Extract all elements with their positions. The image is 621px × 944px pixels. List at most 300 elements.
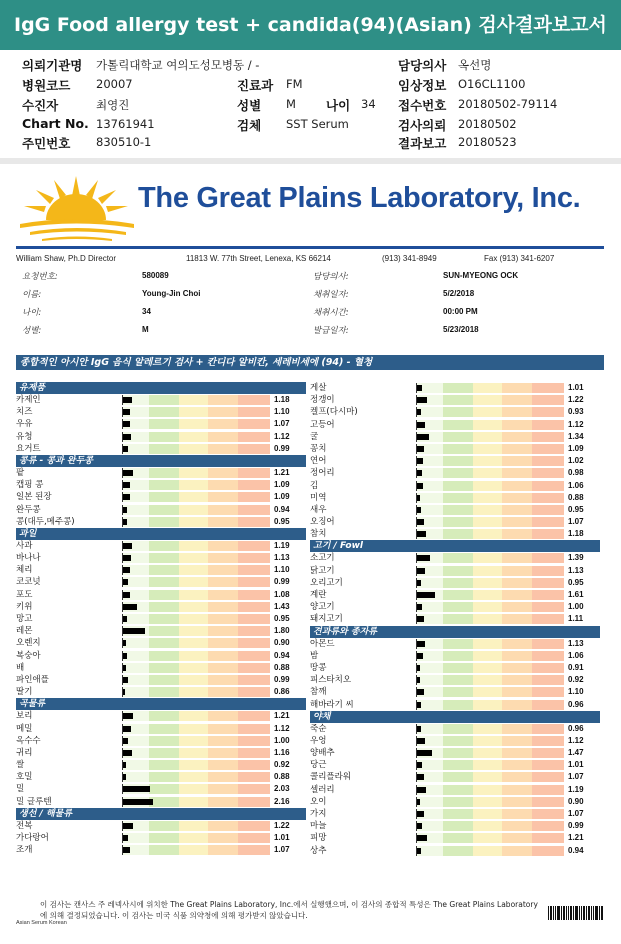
result-value: 1.22 [274,820,290,830]
result-value: 2.03 [274,784,290,794]
patient-key: 나이: [22,308,42,318]
result-bar [123,397,132,403]
result-bar [417,458,423,464]
result-row [16,479,306,491]
result-value: 1.07 [568,517,584,527]
result-value: 1.39 [568,553,584,563]
result-bar [123,750,132,756]
food-name: 참깨 [310,687,327,698]
result-bar [417,726,421,732]
food-name: 고등어 [310,419,335,430]
result-value: 0.95 [568,504,584,514]
result-row [310,431,600,443]
food-name: 팥 [16,467,25,478]
food-name: 돼지고기 [310,614,343,625]
result-scale [122,663,270,673]
result-scale [416,517,564,527]
result-bar [417,787,426,793]
result-row [16,576,306,588]
result-bar [123,592,130,598]
result-value: 0.91 [568,662,584,672]
food-name: 새우 [310,504,327,515]
result-row [310,686,600,698]
result-scale [416,748,564,758]
result-value: 1.07 [274,845,290,855]
result-value: 1.07 [568,772,584,782]
patient-value: Young-Jin Choi [142,289,201,298]
food-name: 밤 [310,650,319,661]
result-row [310,382,600,394]
result-scale [416,420,564,430]
result-scale [416,432,564,442]
field-value: 가톨릭대학교 여의도성모병동 / - [96,58,260,72]
food-name: 사과 [16,540,33,551]
result-value: 0.95 [568,577,584,587]
result-row [16,771,306,783]
food-name: 양고기 [310,602,335,613]
food-name: 캡핑 콩 [16,480,44,491]
result-value: 0.95 [274,516,290,526]
food-name: 호밀 [16,772,33,783]
result-bar [417,483,423,489]
result-row [310,796,600,808]
result-value: 1.02 [568,456,584,466]
result-value: 1.00 [274,735,290,745]
result-value: 0.96 [568,723,584,733]
field-value: 20007 [96,77,133,91]
result-bar [417,835,427,841]
food-name: 피스타치오 [310,675,352,686]
result-value: 1.01 [568,383,584,392]
result-value: 1.00 [568,602,584,612]
result-bar [123,507,127,513]
patient-key: 발급일자: [313,326,349,336]
result-scale [416,602,564,612]
result-bar [417,519,424,525]
food-name: 양배추 [310,748,335,759]
result-row [310,735,600,747]
food-name: 망고 [16,614,33,624]
result-bar [123,494,130,500]
field-label: 검사의뢰 [398,118,447,133]
category-header: 견과류와 종자류 [310,626,600,638]
result-row [310,589,600,601]
result-scale [416,809,564,819]
result-scale [122,821,270,831]
result-bar [123,762,126,768]
field-value: FM [286,77,303,91]
result-bar [417,799,420,805]
field-value: M [286,97,296,111]
result-scale [416,797,564,807]
result-value: 1.01 [568,760,584,770]
result-row [310,638,600,650]
result-value: 1.22 [568,395,584,405]
food-name: 꽁치 [310,443,327,454]
barcode-icon [548,906,604,920]
food-name: 마늘 [310,821,327,832]
food-name: 체리 [16,565,33,576]
food-name: 보리 [16,711,33,722]
result-bar [123,774,126,780]
result-row [310,504,600,516]
result-bar [417,823,422,829]
field-label: 성별 [237,98,262,113]
result-bar [417,689,424,695]
food-name: 당근 [310,760,327,771]
lab-fax: Fax (913) 341-6207 [484,254,555,263]
result-bar [417,677,420,683]
result-scale [122,468,270,478]
result-value: 1.12 [568,735,584,745]
result-row [16,443,306,455]
results-right-column [310,382,600,857]
result-bar [417,665,420,671]
result-row [310,443,600,455]
food-name: 계란 [310,590,327,600]
result-bar [417,616,424,622]
result-bar [123,555,131,561]
result-row [16,686,306,698]
food-name: 배 [16,662,25,673]
result-scale [122,687,270,697]
result-row [16,637,306,649]
result-value: 1.19 [274,540,290,550]
result-row [16,735,306,747]
result-scale [122,590,270,600]
result-row [310,492,600,504]
food-name: 귀리 [16,747,33,758]
result-bar [123,847,130,853]
result-row [16,844,306,856]
food-name: 코코넛 [16,577,41,588]
category-header: 유제품 [16,382,306,394]
result-scale [416,651,564,661]
result-value: 1.07 [274,419,290,429]
result-scale [122,407,270,417]
result-value: 0.94 [568,845,584,855]
category-header: 과일 [16,528,306,540]
result-scale [122,772,270,782]
result-scale [416,578,564,588]
result-scale [122,724,270,734]
result-row [16,406,306,418]
result-scale [416,687,564,697]
result-bar [417,446,424,452]
food-name: 유청 [16,431,33,442]
food-name: 죽순 [310,723,327,734]
result-scale [122,565,270,575]
result-row [16,613,306,625]
result-row [16,650,306,662]
result-bar [123,470,133,476]
result-value: 1.18 [568,529,584,539]
field-label: 검체 [237,118,262,133]
result-row [16,625,306,637]
result-bar [417,531,426,537]
result-scale [416,724,564,734]
food-name: 오징어 [310,517,335,528]
test-subtitle: 종합적인 아시안 IgG 음식 알레르기 검사 + 칸디다 알비칸, 세레비세에 (94) - 혈청 [16,355,604,370]
result-value: 1.18 [274,395,290,404]
patient-value: 34 [142,307,151,316]
result-scale [416,505,564,515]
result-bar [123,446,128,452]
lab-director: William Shaw, Ph.D Director [16,254,117,263]
result-bar [417,495,420,501]
result-value: 1.06 [568,480,584,490]
result-scale [122,492,270,502]
result-bar [417,848,421,854]
field-label: 임상정보 [398,78,447,93]
result-bar [123,835,128,841]
result-bar [417,762,422,768]
result-row [16,491,306,503]
result-row [310,674,600,686]
result-value: 0.99 [274,577,290,587]
result-scale [416,481,564,491]
result-value: 1.06 [568,650,584,660]
field-label: 의뢰기관명 [22,58,83,73]
result-row [310,406,600,418]
field-label: Chart No. [22,116,89,131]
lab-name: The Great Plains Laboratory, Inc. [138,182,581,214]
result-row [310,528,600,540]
result-scale [416,833,564,843]
result-row [16,504,306,516]
result-scale [416,553,564,563]
result-bar [123,689,125,695]
result-row [16,467,306,479]
result-scale [416,566,564,576]
result-bar [417,641,425,647]
result-scale [416,590,564,600]
result-bar [123,665,126,671]
food-name: 셀러리 [310,784,335,795]
result-bar [123,616,127,622]
result-row [16,710,306,722]
result-row [16,431,306,443]
footer-code: Asian Serum Korean [16,920,67,926]
result-row [16,394,306,406]
result-row [16,564,306,576]
food-name: 오리고기 [310,577,343,588]
result-bar [417,385,422,391]
patient-key: 채취일자: [313,290,349,300]
result-row [310,577,600,589]
result-value: 1.21 [274,711,290,721]
food-name: 해바라기 씨 [310,699,354,710]
result-row [16,601,306,613]
field-value: SST Serum [286,117,349,131]
result-scale [122,748,270,758]
food-name: 우엉 [310,735,327,746]
result-bar [123,421,130,427]
result-scale [122,711,270,721]
food-name: 참치 [310,529,327,540]
result-row [16,540,306,552]
result-scale [122,432,270,442]
result-value: 0.92 [274,760,290,770]
result-bar [123,653,127,659]
food-name: 요거트 [16,443,41,454]
result-value: 1.10 [274,565,290,575]
result-scale [416,468,564,478]
food-name: 복숭아 [16,650,41,661]
field-value: 옥선명 [458,58,492,72]
food-name: 키위 [16,601,33,612]
result-value: 1.08 [274,589,290,599]
lab-divider [16,246,604,249]
food-name: 땅콩 [310,662,327,673]
category-header: 생선 / 해물류 [16,808,306,820]
result-bar [123,567,130,573]
result-bar [123,604,137,610]
sun-logo-icon [16,174,136,244]
food-name: 굴 [310,431,319,442]
result-row [16,589,306,601]
result-row [310,613,600,625]
result-value: 1.19 [568,784,584,794]
food-name: 상추 [310,845,327,856]
food-name: 연어 [310,456,327,467]
field-value: 20180502-79114 [458,97,558,111]
field-label: 병원코드 [22,78,71,93]
result-scale [416,760,564,770]
result-scale [122,577,270,587]
result-value: 1.47 [568,748,584,758]
food-name: 가다랑어 [16,833,49,843]
result-value: 1.21 [568,833,584,843]
food-name: 카제인 [16,395,41,405]
result-scale [122,444,270,454]
field-value: 13761941 [96,117,155,131]
result-value: 0.92 [568,675,584,685]
result-row [16,516,306,528]
result-value: 1.10 [568,687,584,697]
result-bar [123,519,127,525]
result-scale [416,846,564,856]
category-header: 야채 [310,711,600,723]
food-name: 완두콩 [16,504,41,515]
result-row [310,699,600,711]
result-bar [123,786,150,792]
result-row [310,808,600,820]
food-name: 쌀 [16,760,25,771]
result-value: 1.13 [274,553,290,563]
result-bar [123,579,128,585]
result-scale [122,517,270,527]
result-row [16,552,306,564]
field-label: 접수번호 [398,98,447,113]
result-value: 0.88 [274,662,290,672]
result-bar [417,470,422,476]
result-value: 0.95 [274,614,290,623]
result-value: 1.12 [274,723,290,733]
result-bar [417,653,423,659]
result-bar [417,580,421,586]
result-scale [416,639,564,649]
field-label: 진료과 [237,78,274,93]
result-value: 0.90 [274,638,290,648]
patient-key: 채취시간: [313,308,349,318]
field-label: 담당의사 [398,58,447,73]
patient-value: 00:00 PM [443,307,478,316]
result-row [310,565,600,577]
result-value: 0.88 [568,492,584,502]
food-name: 오이 [310,796,327,807]
food-name: 우유 [16,419,33,430]
result-row [310,759,600,771]
result-row [310,394,600,406]
result-row [310,820,600,832]
result-scale [122,602,270,612]
result-bar [123,823,133,829]
food-name: 정갱이 [310,395,335,406]
food-name: 레몬 [16,626,33,637]
result-row [310,552,600,564]
lab-phone: (913) 341-8949 [382,254,437,263]
result-row [16,723,306,735]
result-value: 0.94 [274,650,290,660]
result-scale [416,785,564,795]
result-bar [123,713,133,719]
result-row [16,662,306,674]
food-name: 파인애플 [16,674,49,685]
patient-key: 성별: [22,326,42,336]
food-name: 가지 [310,809,327,819]
lab-address: 11813 W. 77th Street, Lenexa, KS 66214 [186,254,331,263]
patient-value: 580089 [142,271,169,280]
food-name: 닭고기 [310,565,335,576]
result-value: 0.94 [274,504,290,514]
result-value: 1.13 [568,638,584,648]
result-bar [417,592,435,598]
result-row [310,467,600,479]
result-bar [417,604,422,610]
result-bar [123,677,128,683]
result-row [16,747,306,759]
result-scale [122,419,270,429]
result-row [310,662,600,674]
result-value: 1.12 [568,419,584,429]
patient-value: SUN-MYEONG OCK [443,271,519,280]
result-value: 1.61 [568,590,584,599]
result-bar [123,738,128,744]
result-value: 1.80 [274,626,290,636]
result-bar [417,409,421,415]
food-name: 바나나 [16,553,41,564]
food-name: 게살 [310,383,327,393]
food-name: 포도 [16,589,33,600]
result-bar [123,409,130,415]
result-bar [123,628,145,634]
result-scale [122,480,270,490]
result-value: 1.43 [274,601,290,611]
footer-note: 이 검사는 캔사스 주 레넥사시에 위치한 The Great Plains Laboratory, Inc.에서 실행했으며, 이 검사의 종합적 특성은 The Great Plains Laboratory에 의해 결정되었습니다. 이 검사는 미국 식품 의약청에 의해 평가받지 않았습니다. [40,900,538,920]
result-scale [122,638,270,648]
result-scale [416,614,564,624]
result-row [310,723,600,735]
result-row [310,419,600,431]
field-value: 20180502 [458,117,517,131]
result-row [310,771,600,783]
result-value: 0.93 [568,407,584,417]
result-bar [417,811,424,817]
result-scale [416,407,564,417]
result-value: 0.86 [274,687,290,697]
result-value: 1.16 [274,747,290,757]
